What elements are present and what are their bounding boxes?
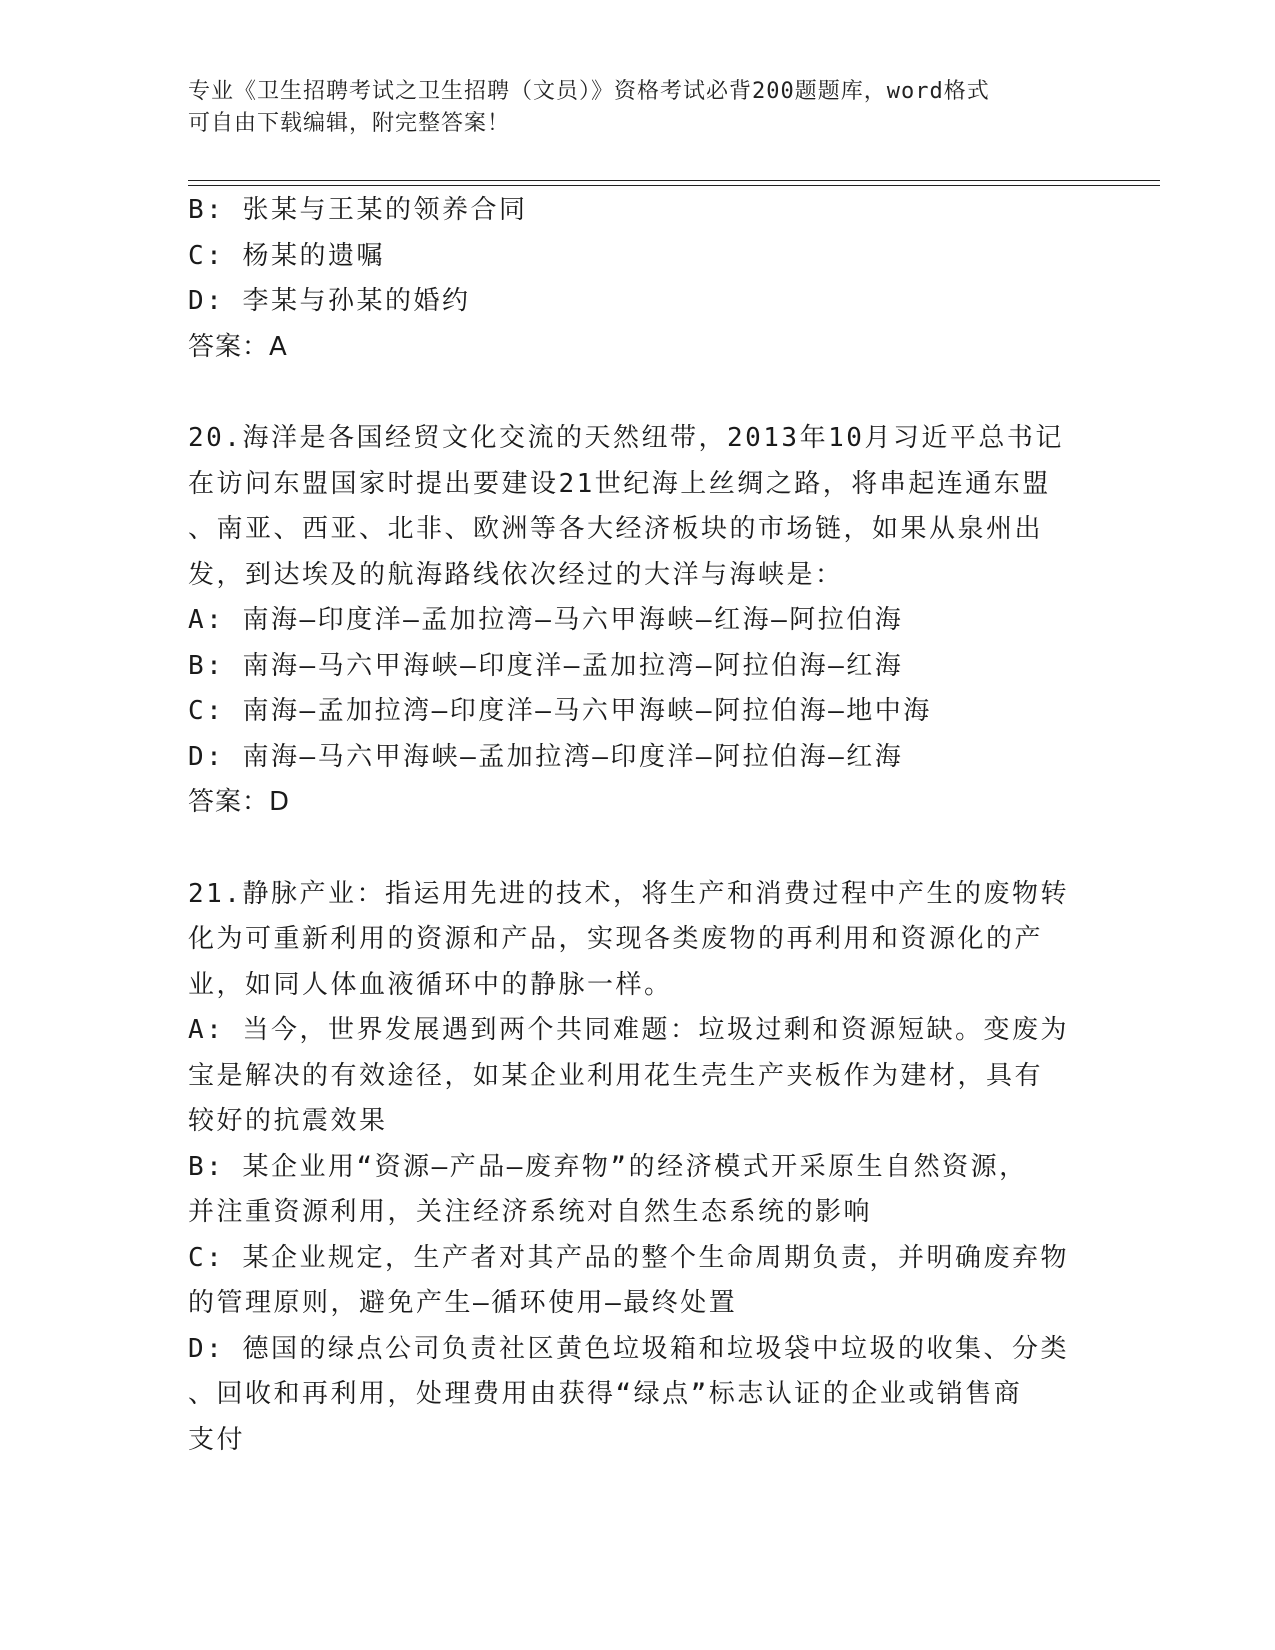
question-21 [188,872,1088,1464]
question-stem-line: 、南亚、西亚、北非、欧洲等各大经济板块的市场链，如果从泉州出 [188,514,1044,544]
option-d: D: 李某与孙某的婚约 [188,286,471,316]
question-stem-line: 在访问东盟国家时提出要建设21世纪海上丝绸之路，将串起连通东盟 [188,468,1051,499]
question-stem-line: 20.海洋是各国经贸文化交流的天然纽带，2013年10月习近平总书记 [188,423,1064,453]
option-b-line: B: 某企业用“资源—产品—废弃物”的经济模式开采原生自然资源， [188,1151,1028,1182]
question-stem-line: 21.静脉产业：指运用先进的技术，将生产和消费过程中产生的废物转 [188,878,1069,909]
option-d-line: 、回收和再利用，处理费用由获得“绿点”标志认证的企业或销售商 [188,1379,1023,1409]
option-a: A: 南海—印度洋—孟加拉湾—马六甲海峡—红海—阿拉伯海 [188,605,904,635]
option-b: B: 张某与王某的领养合同 [188,195,528,225]
header-line: 专业《卫生招聘考试之卫生招聘（文员）》资格考试必背200题题库，word格式 [188,79,990,104]
question-20 [188,416,1088,826]
question-stem-line: 发，到达埃及的航海路线依次经过的大洋与海峡是： [188,559,844,590]
question-19-continued [188,188,1088,370]
question-stem-line: 化为可重新利用的资源和产品，实现各类废物的再利用和资源化的产 [188,924,1044,954]
option-b-line: 并注重资源利用，关注经济系统对自然生态系统的影响 [188,1197,873,1227]
option-d-line: D: 德国的绿点公司负责社区黄色垃圾箱和垃圾袋中垃圾的收集、分类 [188,1333,1069,1364]
option-a-line: 宝是解决的有效途径，如某企业利用花生壳生产夹板作为建材，具有 [188,1060,1044,1091]
answer: 答案：A [188,331,288,362]
option-d: D: 南海—马六甲海峡—孟加拉湾—印度洋—阿拉伯海—红海 [188,741,904,772]
option-c: C: 南海—孟加拉湾—印度洋—马六甲海峡—阿拉伯海—地中海 [188,696,932,726]
header-divider-bottom [188,185,1160,186]
option-c: C: 杨某的遗嘱 [188,240,385,271]
option-c-line: 的管理原则，避免产生—循环使用—最终处置 [188,1288,738,1318]
option-c-line: C: 某企业规定，生产者对其产品的整个生命周期负责，并明确废弃物 [188,1242,1069,1273]
header-divider-top [188,180,1160,181]
option-b: B: 南海—马六甲海峡—印度洋—孟加拉湾—阿拉伯海—红海 [188,650,904,681]
option-d-line: 支付 [188,1424,246,1455]
document-header [188,76,1088,140]
header-line: 可自由下载编辑，附完整答案！ [188,111,511,136]
option-a-line: A: 当今，世界发展遇到两个共同难题：垃圾过剩和资源短缺。变废为 [188,1015,1069,1045]
document-body [188,188,1088,1463]
question-stem-line: 业，如同人体血液循环中的静脉一样。 [188,969,673,1000]
answer: 答案：D [188,787,291,817]
option-a-line: 较好的抗震效果 [188,1106,388,1136]
